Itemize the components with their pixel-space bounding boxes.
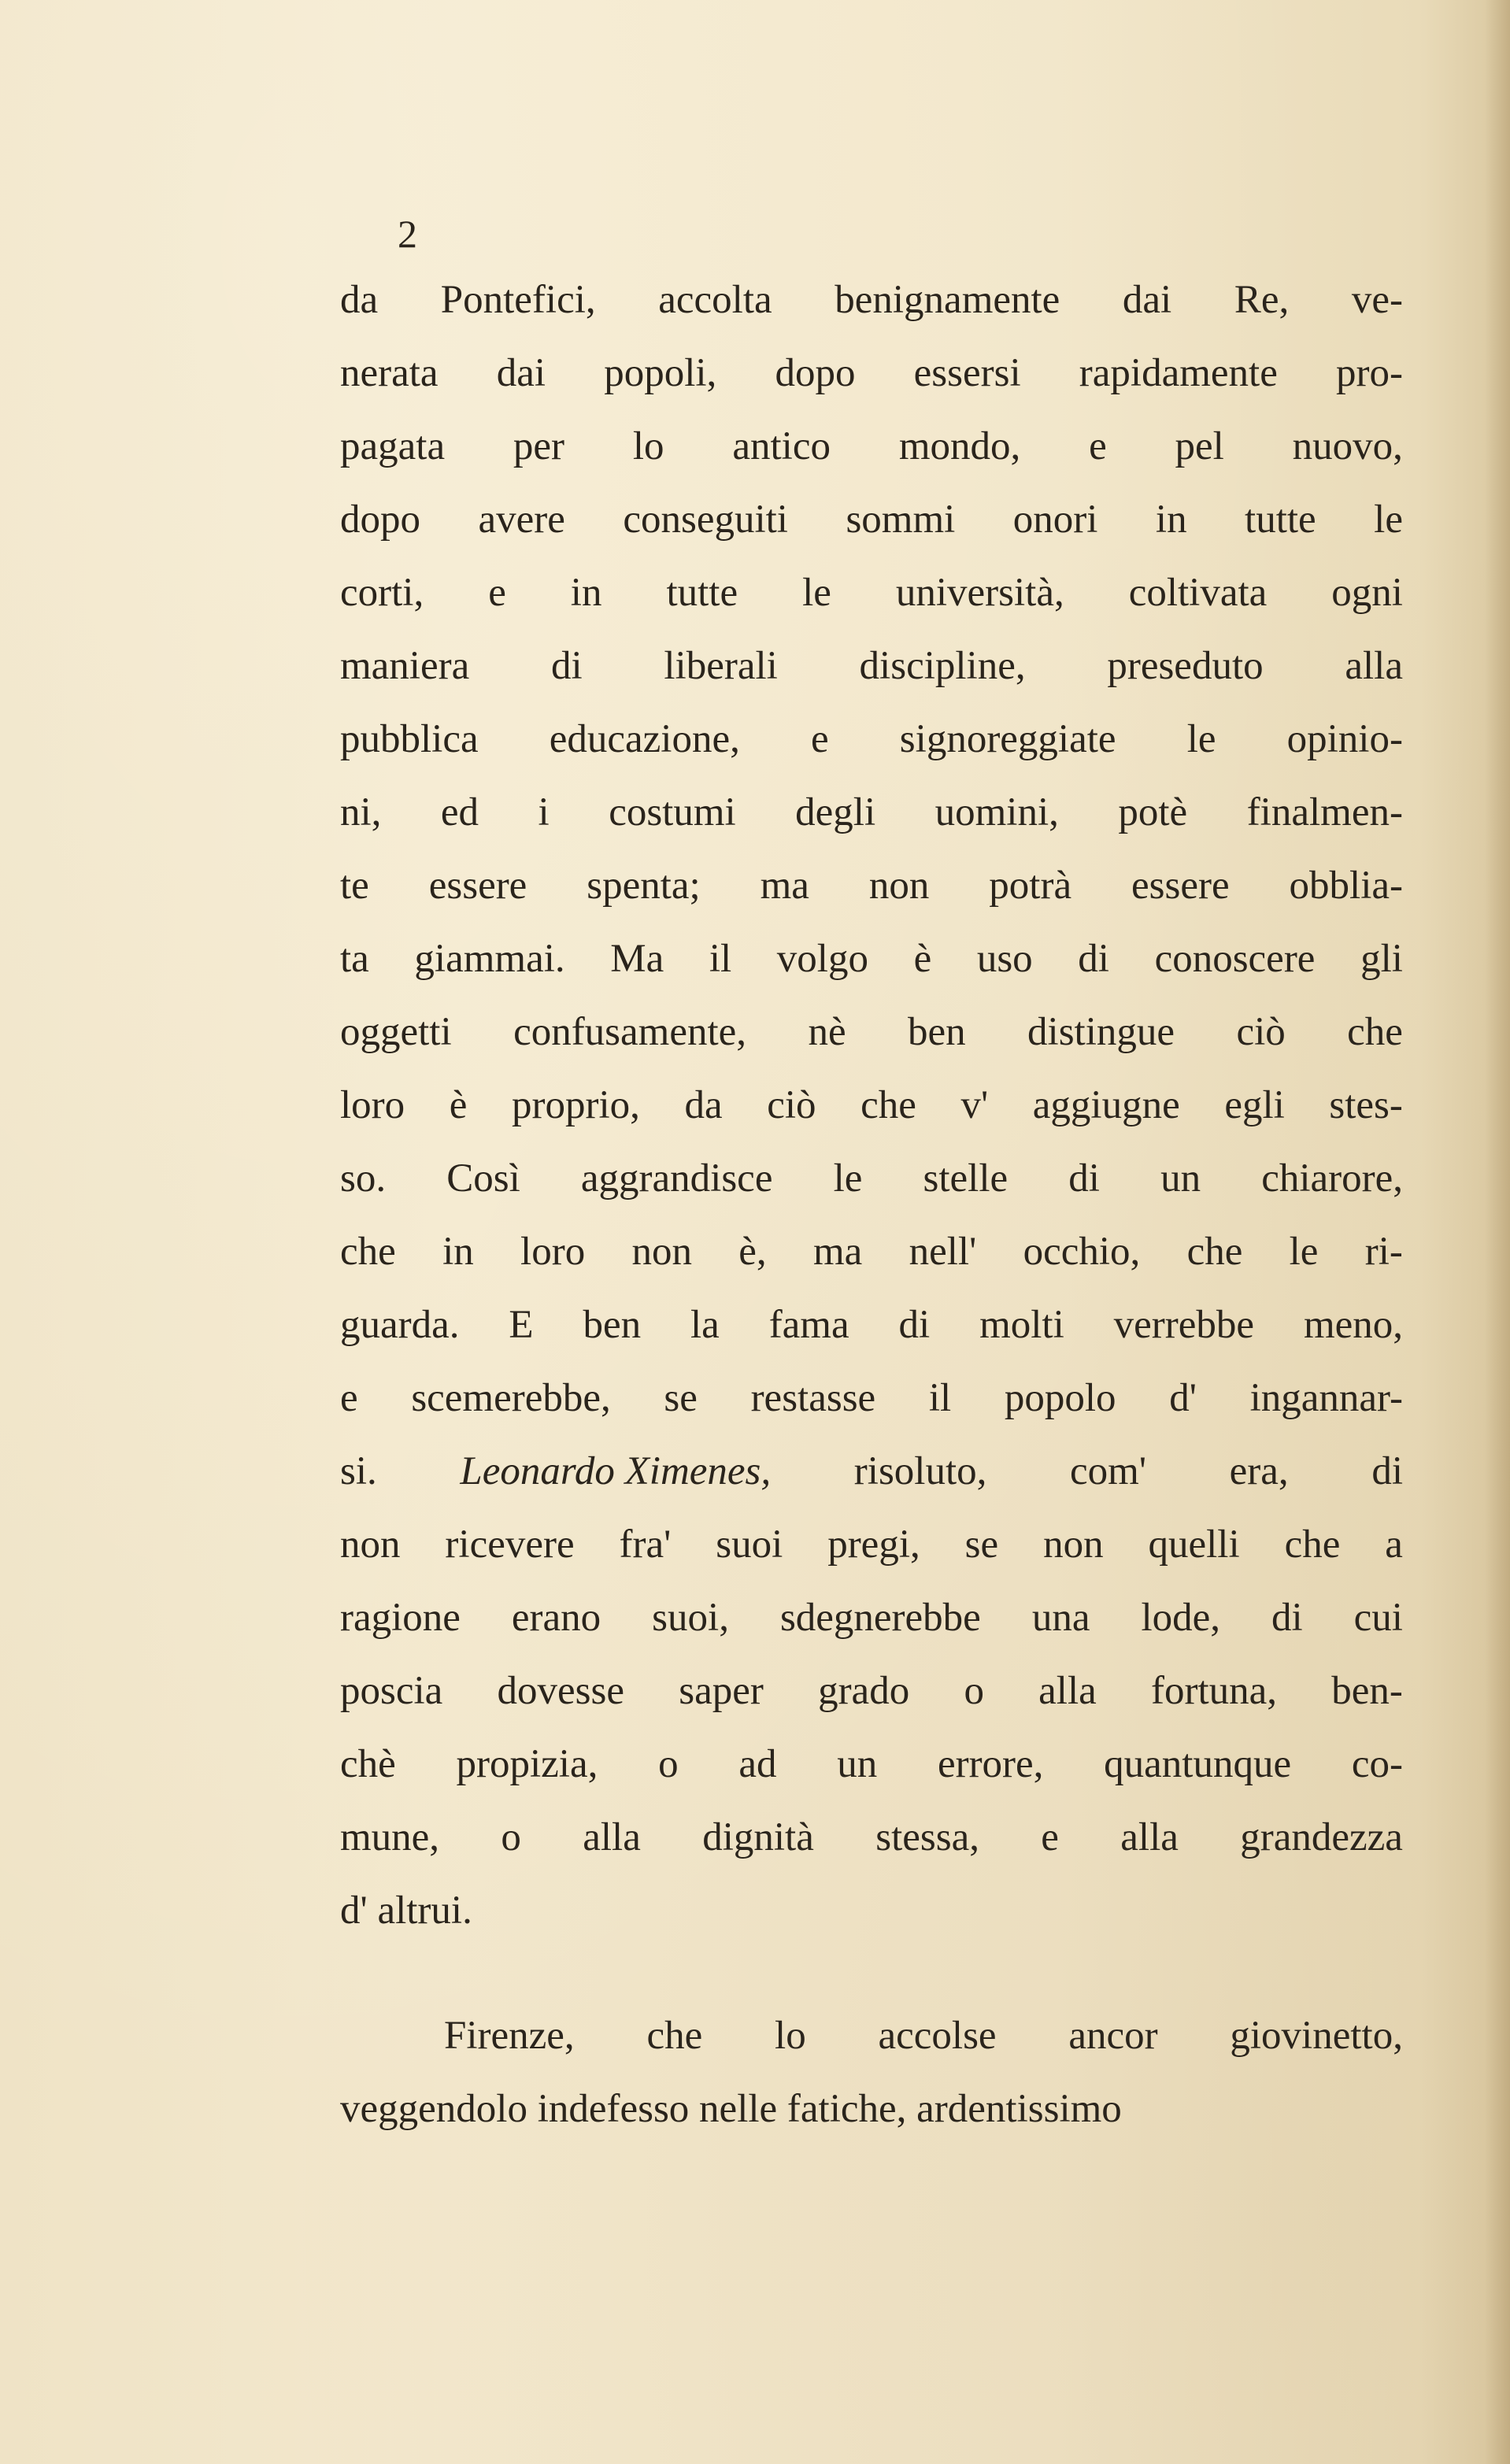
text-line: so. Così aggrandisce le stelle di un chiarore, (340, 1156, 1403, 1201)
text-line: e scemerebbe, se restasse il popolo d' ingannar- (340, 1376, 1403, 1420)
text-line: oggetti confusamente, nè ben distingue ciò che (340, 1010, 1403, 1054)
text-line: da Pontefici, accolta benignamente dai Re, ve- (340, 278, 1403, 322)
text-line: poscia dovesse saper grado o alla fortuna, ben- (340, 1669, 1403, 1713)
text-line: corti, e in tutte le università, coltivata ogni (340, 571, 1403, 615)
text-line: ni, ed i costumi degli uomini, potè finalmen- (340, 790, 1403, 834)
text-line: Firenze, che lo accolse ancor giovinetto, (444, 2014, 1403, 2058)
paragraph-2 (340, 2000, 1403, 2146)
page-spine-shadow (1485, 0, 1510, 2464)
text-line: chè propizia, o ad un errore, quantunque co- (340, 1742, 1403, 1786)
text-block (340, 264, 1403, 2146)
text-line: ta giammai. Ma il volgo è uso di conoscere gli (340, 937, 1403, 981)
text-line: maniera di liberali discipline, preseduto alla (340, 644, 1403, 688)
text-line: si. Leonardo Ximenes, risoluto, com' era, di (340, 1449, 1403, 1493)
text-line: pubblica educazione, e signoreggiate le opinio- (340, 717, 1403, 761)
page-number: 2 (398, 212, 418, 256)
text-line: che in loro non è, ma nell' occhio, che le ri- (340, 1230, 1403, 1274)
text-line: dopo avere conseguiti sommi onori in tutte le (340, 498, 1403, 542)
text-line: nerata dai popoli, dopo essersi rapidamente pro- (340, 351, 1403, 395)
text-line: guarda. E ben la fama di molti verrebbe meno, (340, 1303, 1403, 1347)
text-line: non ricevere fra' suoi pregi, se non quelli che a (340, 1522, 1403, 1567)
text-line: loro è proprio, da ciò che v' aggiugne egli stes- (340, 1083, 1403, 1127)
text-line: ragione erano suoi, sdegnerebbe una lode, di cui (340, 1596, 1403, 1640)
text-line: te essere spenta; ma non potrà essere obblia- (340, 864, 1403, 908)
paragraph-1 (340, 264, 1403, 1948)
text-line: mune, o alla dignità stessa, e alla grandezza (340, 1815, 1403, 1859)
text-line: d' altrui. (340, 1889, 472, 1933)
text-line: veggendolo indefesso nelle fatiche, ardentissimo (340, 2087, 1122, 2131)
text-line: pagata per lo antico mondo, e pel nuovo, (340, 424, 1403, 468)
